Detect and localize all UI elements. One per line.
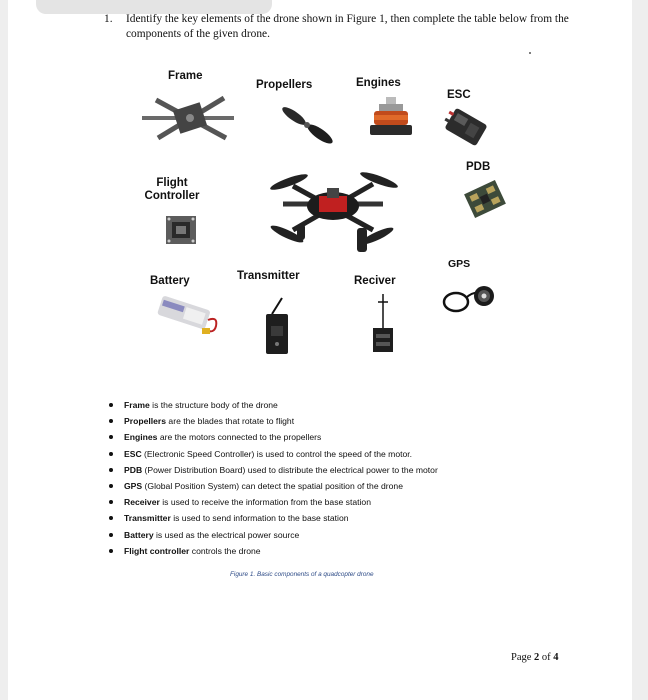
bullet-text: are the motors connected to the propellers [157,432,322,443]
bullet-text: (Electronic Speed Controller) is used to control the speed of the motor. [141,448,413,459]
gps-image [438,280,502,320]
label-pdb: PDB [466,161,491,173]
list-item [106,494,526,510]
receiver-image [370,292,396,358]
page-current: 2 [534,652,540,663]
bullet-term: Engines [124,432,158,443]
quadcopter-image [263,158,403,258]
bullet-term: Transmitter [124,513,171,524]
list-item [106,543,526,559]
bullet-text: is the structure body of the drone [149,400,278,410]
list-item [106,478,526,494]
label-flight-controller-line1: Flight [156,177,188,189]
frame-image [138,90,242,148]
engine-image [368,95,416,139]
bullet-term: GPS [124,480,143,491]
bullet-term: Receiver [124,497,160,508]
page-total: 4 [553,652,559,663]
esc-image [442,107,490,147]
list-item [106,429,526,445]
drone-components-figure [8,0,632,390]
list-item [106,413,526,429]
label-battery: Battery [150,275,190,287]
bullet-text: is used to send information to the base station [170,513,349,524]
bullet-term: ESC [124,448,142,459]
page-number [511,652,559,663]
list-item [106,446,526,462]
list-item [106,510,526,526]
bullet-text: is used to receive the information from the base station [159,497,371,508]
document-page [8,0,632,700]
bullet-text: (Global Position System) can detect the spatial position of the drone [142,480,403,491]
bullet-text: is used as the electrical power source [153,529,300,540]
bullet-term: Flight controller [124,545,190,556]
component-descriptions-list [106,397,526,559]
list-item [106,462,526,478]
flight-controller-image [164,214,198,246]
label-engines: Engines [356,77,401,89]
bullet-term: Frame [124,400,150,410]
propeller-image [278,104,338,146]
bullet-text: (Power Distribution Board) used to distribute the electrical power to the motor [142,464,438,475]
bullet-text: controls the drone [189,545,261,556]
bullet-term: PDB [124,464,143,475]
page-of: of [539,652,554,663]
bullet-text: are the blades that rotate to flight [166,416,295,427]
page-prefix: Page [511,652,535,663]
label-gps: GPS [448,258,471,270]
question-text: Identify the key elements of the drone shown in Figure 1, then complete the table below from the components of the given drone. [126,13,569,40]
bullet-term: Propellers [124,416,167,427]
figure-caption: Figure 1. Basic components of a quadcopter drone [230,571,374,578]
label-esc: ESC [447,89,471,101]
question-number: 1. [104,13,113,25]
label-transmitter: Transmitter [237,270,300,282]
list-item [106,397,526,413]
bullet-term: Battery [124,529,154,540]
label-receiver: Reciver [354,275,396,287]
battery-image [154,296,226,338]
transmitter-image [262,296,292,358]
label-propellers: Propellers [256,79,313,91]
list-item [106,527,526,543]
label-frame: Frame [168,70,203,82]
pdb-image [462,180,508,218]
label-flight-controller [137,177,207,203]
label-flight-controller-line2: Controller [144,190,200,202]
